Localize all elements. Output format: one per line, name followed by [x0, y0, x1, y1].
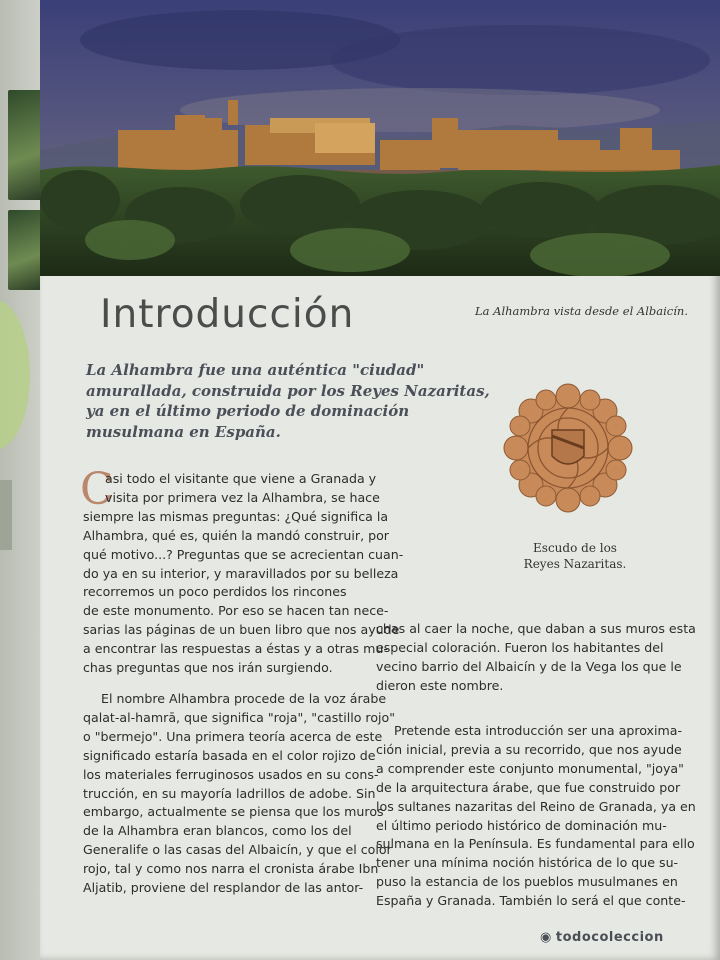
- shield-caption-line: Escudo de los: [533, 541, 617, 555]
- text-line: de la arquitectura árabe, que fue construido por: [376, 779, 681, 795]
- alhambra-photo: [40, 0, 720, 276]
- circle-logo-icon: ◉: [540, 930, 556, 945]
- watermark: [540, 930, 664, 945]
- photo-caption: La Alhambra vista desde el Albaicín.: [475, 304, 688, 318]
- left-page-strip: [0, 480, 12, 550]
- page-title: Introducción: [100, 292, 355, 337]
- text-line: chas preguntas que nos irán surgiendo.: [83, 660, 333, 676]
- column-2-paragraph-2: [376, 722, 696, 911]
- left-page-photo-top: [8, 90, 44, 200]
- lead-paragraph: [86, 360, 490, 442]
- text-line: visita por primera vez la Alhambra, se hace: [105, 489, 380, 505]
- text-line: recorremos un poco perdidos los rincones: [83, 584, 347, 600]
- text-line: a encontrar las respuestas a éstas y a otras mu-: [83, 641, 388, 657]
- text-line: do ya en su interior, y maravillados por su belleza: [83, 565, 399, 581]
- text-line: qué motivo...? Preguntas que se acrecientan cuan-: [83, 546, 404, 562]
- left-page-green-shape: [0, 300, 30, 450]
- text-line: embargo, actualmente se piensa que los muros: [83, 804, 384, 820]
- text-line: o "bermejo". Una primera teoría acerca de este: [83, 728, 383, 744]
- text-line: dieron este nombre.: [376, 677, 504, 693]
- text-line: los sultanes nazaritas del Reino de Granada, ya en: [376, 798, 696, 814]
- shield-caption-line: Reyes Nazaritas.: [523, 557, 627, 571]
- text-line: España y Granada. También lo será el que conte-: [376, 893, 686, 909]
- text-line: tener una mínima noción histórica de lo que su-: [376, 855, 679, 871]
- text-line: vecino barrio del Albaicín y de la Vega los que le: [376, 658, 682, 674]
- text-line: sarias las páginas de un buen libro que nos ayude: [83, 622, 400, 638]
- lead-line: amurallada, construida por los Reyes Nazaritas,: [86, 381, 490, 400]
- lead-line: La Alhambra fue una auténtica "ciudad": [86, 361, 425, 379]
- text-line: qalat-al-hamrā, que significa "roja", "castillo rojo": [83, 709, 396, 725]
- text-line: Alhambra, qué es, quién la mandó construir, por: [83, 527, 389, 543]
- text-line: Generalife o las casas del Albaicín, y que el color: [83, 842, 392, 858]
- text-line: el último periodo histórico de dominación mu-: [376, 817, 667, 833]
- text-line: de este monumento. Por eso se hacen tan nece-: [83, 603, 389, 619]
- text-line: rojo, tal y como nos narra el cronista árabe Ibn: [83, 861, 379, 877]
- shield-caption: [520, 540, 630, 572]
- text-line: Pretende esta introducción ser una aproxima-: [394, 723, 683, 738]
- text-line: los materiales ferruginosos usados en su cons-: [83, 766, 379, 782]
- text-line: a comprender este conjunto monumental, "joya": [376, 760, 684, 776]
- text-line: El nombre Alhambra procede de la voz árabe: [101, 691, 387, 706]
- text-line: de la Alhambra eran blancos, como los del: [83, 823, 352, 839]
- text-line: significado estaría basada en el color rojizo de: [83, 747, 376, 763]
- text-line: especial coloración. Fueron los habitantes del: [376, 639, 664, 655]
- watermark-text: todocoleccion: [555, 930, 664, 945]
- text-line: sulmana en la Península. Es fundamental para ello: [376, 836, 695, 852]
- text-line: asi todo el visitante que viene a Granada y: [105, 471, 377, 486]
- column-2-paragraph-1: [376, 620, 696, 696]
- left-page-photo-bottom: [8, 210, 44, 290]
- text-line: trucción, en su mayoría ladrillos de adobe. Sin: [83, 785, 376, 801]
- lead-line: ya en el último periodo de dominación: [86, 402, 410, 420]
- drop-cap: C: [80, 464, 114, 515]
- text-line: siempre las mismas preguntas: ¿Qué significa la: [83, 508, 389, 524]
- text-line: ción inicial, previa a su recorrido, que nos ayude: [376, 741, 682, 757]
- nasrid-shield-icon: [502, 382, 634, 514]
- column-1-paragraph-1: [83, 470, 404, 678]
- text-line: chas al caer la noche, que daban a sus muros esta: [376, 621, 696, 636]
- text-line: puso la estancia de los pueblos musulmanes en: [376, 874, 678, 890]
- lead-line: musulmana en España.: [86, 422, 281, 441]
- text-line: Aljatib, proviene del resplandor de las antor-: [83, 880, 364, 896]
- column-1-paragraph-2: [83, 690, 396, 898]
